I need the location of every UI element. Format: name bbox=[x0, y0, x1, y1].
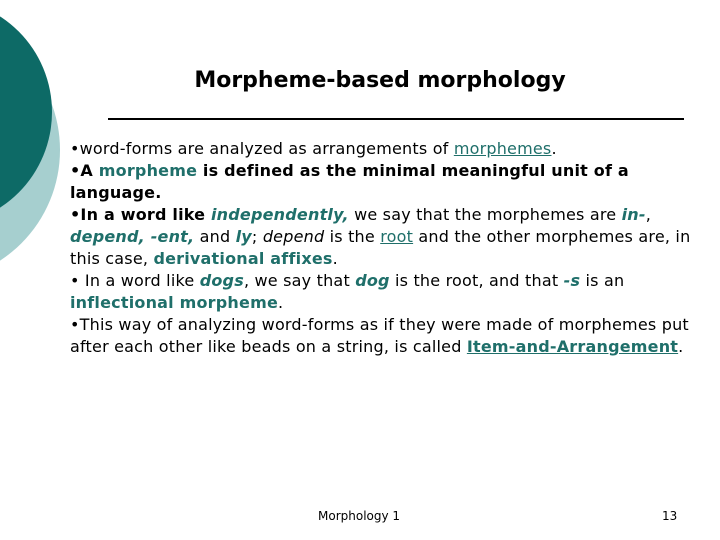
title-underline bbox=[108, 118, 684, 120]
term-dogs: dogs bbox=[199, 271, 244, 290]
bullet-2: •A morpheme is defined as the minimal meaningful unit of a language. bbox=[70, 161, 629, 202]
term-independently: independently, bbox=[211, 205, 349, 224]
bullet-3: •In a word like independently, we say that the morphemes are in-, depend, -ent, and ly; depend is the root and the other morphemes are, in this case, derivational affixes. bbox=[70, 205, 691, 268]
term-ly: ly bbox=[235, 227, 252, 246]
footer-label: Morphology 1 bbox=[318, 509, 401, 523]
term-inflectional-morpheme: inflectional morpheme bbox=[70, 293, 278, 312]
term-dog: dog bbox=[355, 271, 390, 290]
slide-body bbox=[70, 138, 710, 358]
term-depend: depend bbox=[262, 227, 325, 246]
term-s: -s bbox=[563, 271, 581, 290]
term-morpheme: morpheme bbox=[98, 161, 198, 180]
term-derivational-affixes: derivational affixes bbox=[153, 249, 333, 268]
term-in: in- bbox=[621, 205, 646, 224]
page-number: 13 bbox=[662, 509, 678, 523]
decorative-circles bbox=[0, 0, 60, 300]
bullet-5: •This way of analyzing word-forms as if they were made of morphemes put after each other like beads on a string, is called Item-and-Arrangement. bbox=[70, 315, 689, 356]
slide-title: Morpheme-based morphology bbox=[194, 68, 566, 93]
morphemes-link[interactable]: morphemes bbox=[453, 139, 552, 158]
bullet-4: • In a word like dogs, we say that dog is the root, and that -s is an inflectional morpheme. bbox=[70, 271, 625, 312]
bullet-1: •word-forms are analyzed as arrangements of morphemes. bbox=[70, 139, 557, 158]
term-depend-ent: depend, -ent, bbox=[70, 227, 195, 246]
item-and-arrangement-link[interactable]: Item-and-Arrangement bbox=[466, 337, 679, 356]
root-link[interactable]: root bbox=[380, 227, 414, 246]
